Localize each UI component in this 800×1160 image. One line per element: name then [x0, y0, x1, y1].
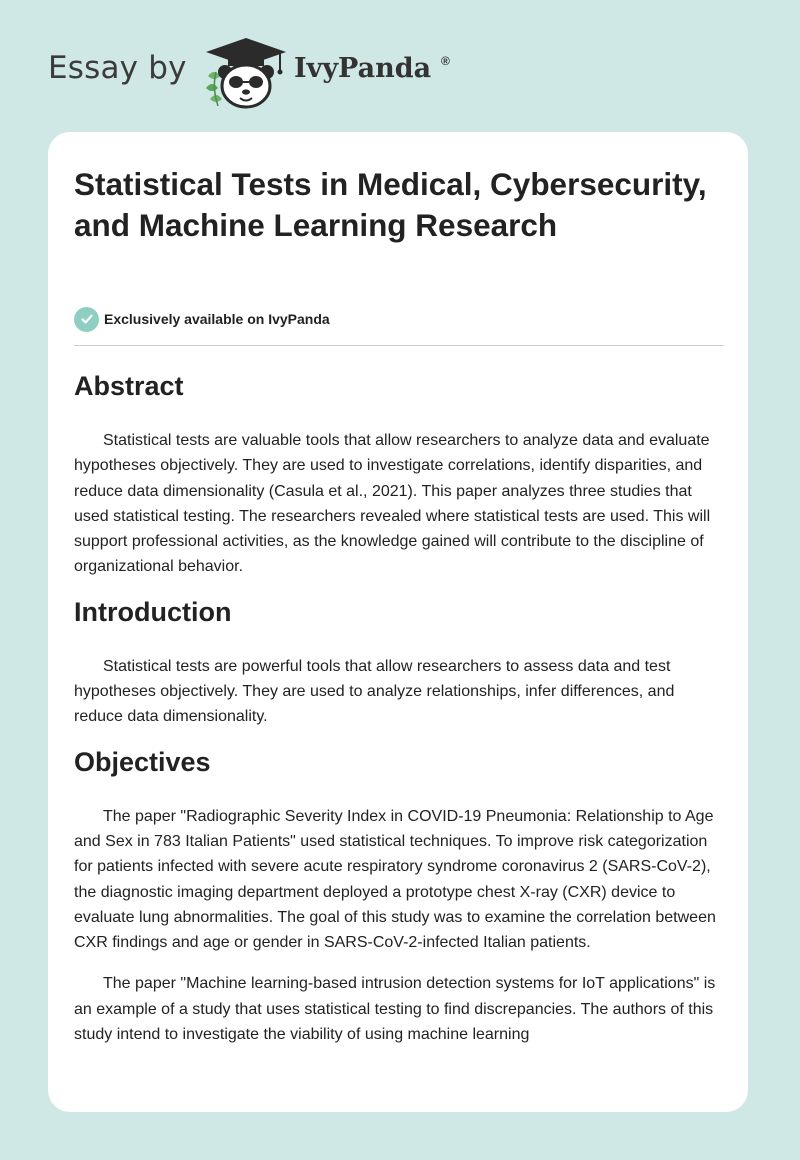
- article-content: [74, 366, 724, 1059]
- section-introduction: [74, 592, 724, 730]
- article-title: Statistical Tests in Medical, Cybersecurity, and Machine Learning Research: [74, 166, 707, 243]
- section-heading: Abstract: [74, 371, 184, 401]
- section-abstract: [74, 366, 724, 580]
- section-paragraph: Statistical tests are powerful tools that allow researchers to assess data and test hypotheses objectively. They are used to analyze relationships, infer differences, and reduce data dimensionality.: [74, 657, 675, 726]
- site-header: [0, 0, 800, 130]
- article-card: [48, 132, 748, 1112]
- exclusive-badge: [74, 306, 330, 332]
- section-paragraph: Statistical tests are valuable tools that allow researchers to analyze data and evaluate hypotheses objectively. They are used to investigate correlations, identify disparities, and reduce data dimensionality (Casula et al., 2021). This paper analyzes three studies that used statistical testing. The researchers revealed where statistical tests are used. This will support professional activities, as the knowledge gained will contribute to the discipline of organizational behavior.: [74, 432, 711, 576]
- logo-brand-name: IvyPanda: [294, 53, 432, 84]
- section-objectives: [74, 742, 724, 1048]
- section-paragraph: The paper "Machine learning-based intrusion detection systems for IoT applications" is an example of a study that uses statistical testing to find discrepancies. The authors of this study intend to investigate the viability of using machine learning: [74, 975, 716, 1044]
- section-heading: Objectives: [74, 746, 211, 777]
- logo-essay-by: Essay by: [48, 50, 187, 86]
- section-heading: Introduction: [74, 596, 232, 627]
- section-paragraph: The paper "Radiographic Severity Index in COVID-19 Pneumonia: Relationship to Age and Sex in 783 Italian Patients" used statistical techniques. To improve risk categorization for patients infected with severe acute respiratory syndrome coronavirus 2 (SARS-CoV-2), the diagnostic imaging department deployed a prototype chest X-ray (CXR) device to evaluate lung abnormalities. The goal of this study was to examine the correlation between CXR findings and age or gender in SARS-CoV-2-infected Italian patients.: [74, 807, 716, 952]
- panda-logo-icon: [200, 36, 292, 110]
- title-divider: [74, 345, 724, 346]
- logo-registered-mark: ®: [441, 54, 450, 68]
- exclusive-label: Exclusively available on IvyPanda: [104, 311, 330, 327]
- check-circle-icon: [74, 307, 99, 332]
